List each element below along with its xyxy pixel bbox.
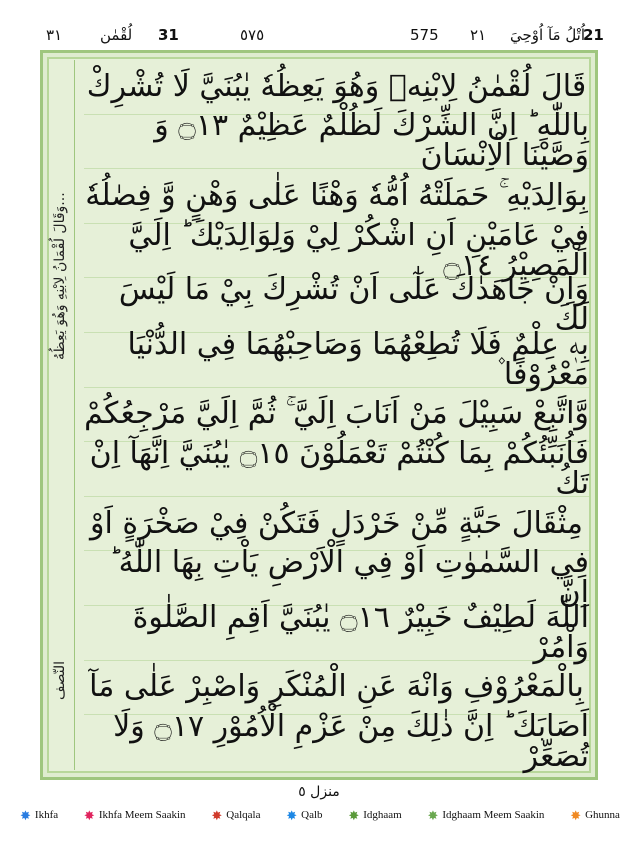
juz-number: 21 [583, 26, 604, 44]
legend-item-idghaam [348, 809, 401, 822]
page-number: 575 [410, 26, 439, 44]
verse-line: وَّاتَّبِعْ سَبِيْلَ مَنْ اَنَابَ اِلَيَّ ۚ ثُمَّ اِلَيَّ مَرْجِعُكُمْ [84, 388, 589, 443]
star-icon: ✸ [427, 807, 439, 823]
legend-label: Ghunna [585, 809, 620, 821]
legend-item-idghaam-meem-saakin [427, 809, 544, 822]
verse-line: بِاللّٰهِ ؕ اِنَّ الشِّرْكَ لَظُلْمٌ عَظِيْمٌ ۝١٣ وَ وَصَّيْنَا الْاِنْسَانَ [84, 115, 589, 170]
verse-line: قَالَ لُقْمٰنُ لِابْنِهٖ وَهُوَ يَعِظُهٗ يٰبُنَيَّ لَا تُشْرِكْ [84, 60, 589, 115]
verse-line: فِي السَّمٰوٰتِ اَوْ فِي الْاَرْضِ يَاْتِ بِهَا اللّٰهُ ؕ اِنَّ [84, 551, 589, 606]
star-icon: ✸ [83, 807, 95, 823]
margin-column [52, 60, 75, 770]
verse-line: وَاِنْ جَاهَدٰكَ عَلٰٓى اَنْ تُشْرِكَ بِيْ مَا لَيْسَ لَكَ [84, 278, 589, 333]
surah-number-arabic: ٣١ [46, 26, 63, 44]
legend-label: Ikhfa [34, 809, 59, 821]
legend-item-ghunna [570, 809, 620, 822]
legend-item-ikhfa-meem-saakin [84, 809, 186, 822]
verse-line: مِثْقَالَ حَبَّةٍ مِّنْ خَرْدَلٍ فَتَكُنْ فِيْ صَخْرَةٍ اَوْ [84, 497, 589, 552]
manzil-marker: منزل ٥ [298, 784, 340, 800]
verse-line: بِهٖ عِلْمٌ فَلَا تُطِعْهُمَا وَصَاحِبْهُمَا فِي الدُّنْيَا مَعْرُوْفًا ۫ [84, 333, 589, 388]
legend-label: Qalqala [226, 809, 261, 821]
star-icon: ✸ [211, 807, 223, 823]
legend-item-qalqala [211, 809, 260, 822]
surah-name: لُقْمٰن [100, 26, 133, 44]
verse-line: فِيْ عَامَيْنِ اَنِ اشْكُرْ لِيْ وَلِوَالِدَيْكَ ؕ اِلَيَّ الْمَصِيْرُ ۝١٤ [84, 224, 589, 279]
verse-line: اَصَابَكَ ؕ اِنَّ ذٰلِكَ مِنْ عَزْمِ الْاُمُوْرِ ۝١٧ وَلَا تُصَعِّرْ [113, 709, 589, 775]
legend-item-qalb [286, 809, 322, 822]
legend-label: Idghaam [363, 809, 402, 821]
quran-text-block [84, 60, 589, 775]
verse-line: بِالْمَعْرُوْفِ وَانْهَ عَنِ الْمُنْكَرِ وَاصْبِرْ عَلٰى مَآ [84, 661, 589, 716]
juz-name: اُتْلُ مَآ اُوْحِيَ [510, 26, 586, 44]
legend-label: Idghaam Meem Saakin [442, 809, 545, 821]
star-icon: ✸ [20, 807, 31, 823]
page-number-arabic: ٥٧٥ [240, 26, 265, 44]
verse-line: اللّٰهَ لَطِيْفٌ خَبِيْرٌ ۝١٦ يٰبُنَيَّ اَقِمِ الصَّلٰوةَ وَاْمُرْ [84, 606, 589, 661]
verse-line: بِوَالِدَيْهِ ۚ حَمَلَتْهُ اُمُّهٗ وَهْنًا عَلٰى وَهْنٍ وَّ فِصٰلُهٗ [84, 169, 589, 224]
tajweed-legend [20, 805, 620, 825]
legend-label: Ikhfa Meem Saakin [98, 809, 186, 821]
juz-number-arabic: ٢١ [470, 26, 487, 44]
verse-line: فَاُنَبِّئُكُمْ بِمَا كُنْتُمْ تَعْمَلُوْنَ ۝١٥ يٰبُنَيَّ اِنَّهَآ اِنْ تَكُ [84, 442, 589, 497]
legend-label: Qalb [301, 809, 323, 821]
star-icon: ✸ [348, 807, 360, 823]
legend-item-ikhfa [20, 809, 58, 822]
margin-hizb-marker: النّصف [52, 660, 68, 700]
star-icon: ✸ [286, 807, 298, 823]
page-header [40, 26, 604, 50]
margin-note: وَقَالَ لُقْمَانُ لِابْنِهِ وَهُوَ يَعِظُهُ... [52, 192, 68, 360]
star-icon: ✸ [570, 807, 582, 823]
surah-number: 31 [158, 26, 179, 44]
